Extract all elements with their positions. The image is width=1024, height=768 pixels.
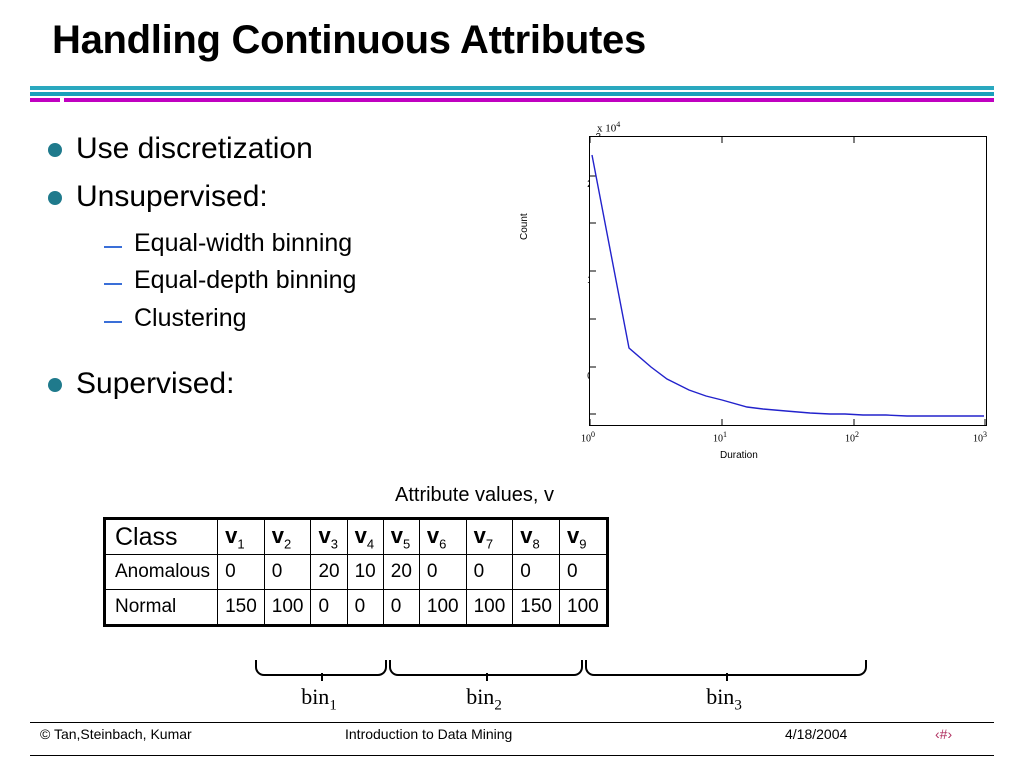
bin-braces <box>103 660 883 720</box>
bullet-item-2 <box>48 365 518 403</box>
chart-series-line <box>592 155 984 416</box>
sub-bullet-list <box>104 227 518 336</box>
cell-anomalous-v3: 20 <box>311 555 347 590</box>
cell-anomalous-v7: 0 <box>466 555 513 590</box>
sub-bullet-text: Equal-depth binning <box>134 266 357 295</box>
table-header-v6: $v_6$ <box>419 519 466 555</box>
cell-anomalous-v4: 10 <box>347 555 383 590</box>
cell-normal-v5: 0 <box>383 590 419 626</box>
bullet-list <box>48 130 518 414</box>
bullet-dot-icon <box>48 191 62 205</box>
table-caption: Attribute values, v <box>395 484 554 506</box>
chart-xtick-1: $10^1$ <box>713 430 727 445</box>
table-header-class: Class <box>105 519 218 555</box>
row-label-normal: Normal <box>105 590 218 626</box>
bullet-dot-icon <box>48 143 62 157</box>
spacer <box>48 339 518 365</box>
dash-icon <box>104 321 122 323</box>
cell-normal-v6: 100 <box>419 590 466 626</box>
bullet-text: Supervised: <box>76 367 235 401</box>
chart-xtick-2: $10^2$ <box>845 430 859 445</box>
table-header-v8: $v_8$ <box>513 519 560 555</box>
cell-anomalous-v5: 20 <box>383 555 419 590</box>
table-row <box>105 590 608 626</box>
cell-normal-v4: 0 <box>347 590 383 626</box>
sub-bullet-item-2 <box>104 302 518 336</box>
table-header-v1: $v_1$ <box>218 519 265 555</box>
bullet-text: Use discretization <box>76 132 313 165</box>
footer-date: 4/18/2004 <box>785 726 848 742</box>
bin-label-3: bin$_3$ <box>706 684 742 714</box>
cell-normal-v8: 150 <box>513 590 560 626</box>
table-header-v7: $v_7$ <box>466 519 513 555</box>
cell-anomalous-v1: 0 <box>218 555 265 590</box>
cell-normal-v2: 100 <box>264 590 311 626</box>
chart-exponent-power: 4 <box>616 120 621 129</box>
cell-normal-v9: 100 <box>560 590 608 626</box>
table-header-v9: $v_9$ <box>560 519 608 555</box>
table-header-row <box>105 519 608 555</box>
table-header-v5: $v_5$ <box>383 519 419 555</box>
attribute-values-table <box>103 517 609 627</box>
chart-svg <box>590 137 986 425</box>
table-header-v4: $v_4$ <box>347 519 383 555</box>
chart-xtick-0: $10^0$ <box>581 430 595 445</box>
brace-bin1 <box>255 660 387 676</box>
brace-bin2 <box>389 660 583 676</box>
footer-page-number: ‹#› <box>935 726 953 742</box>
divider-magenta <box>64 98 994 102</box>
cell-anomalous-v9: 0 <box>560 555 608 590</box>
dash-icon <box>104 283 122 285</box>
sub-bullet-text: Equal-width binning <box>134 228 353 257</box>
footer-course: Introduction to Data Mining <box>345 726 513 742</box>
bullet-item-0 <box>48 130 518 168</box>
title-divider <box>30 86 994 108</box>
sub-bullet-item-1 <box>104 264 518 298</box>
footer-copyright: © Tan,Steinbach, Kumar <box>40 726 192 742</box>
table-header-v2: $v_2$ <box>264 519 311 555</box>
bullet-dot-icon <box>48 378 62 392</box>
cell-anomalous-v2: 0 <box>264 555 311 590</box>
row-label-anomalous: Anomalous <box>105 555 218 590</box>
bin-label-1: bin$_1$ <box>301 684 337 714</box>
cell-anomalous-v6: 0 <box>419 555 466 590</box>
footer-divider-top <box>30 722 994 723</box>
chart-x-axis-label: Duration <box>720 450 758 461</box>
footer-divider-bottom <box>30 755 994 756</box>
bullet-item-1 <box>48 178 518 216</box>
divider-magenta-left <box>30 98 60 102</box>
cell-normal-v3: 0 <box>311 590 347 626</box>
page-title: Handling Continuous Attributes <box>52 18 646 62</box>
bin-label-2: bin$_2$ <box>466 684 502 714</box>
table-header-v3: $v_3$ <box>311 519 347 555</box>
chart-exponent-base: x 10 <box>597 122 617 135</box>
cell-anomalous-v8: 0 <box>513 555 560 590</box>
cell-normal-v7: 100 <box>466 590 513 626</box>
duration-count-chart <box>519 120 1005 475</box>
chart-y-axis-label: Count <box>519 213 530 240</box>
bullet-text: Unsupervised: <box>76 180 268 214</box>
cell-normal-v1: 150 <box>218 590 265 626</box>
chart-plot-area <box>589 136 987 426</box>
brace-bin3 <box>585 660 867 676</box>
chart-xtick-3: $10^3$ <box>973 430 987 445</box>
sub-bullet-item-0 <box>104 227 518 261</box>
table-row <box>105 555 608 590</box>
sub-bullet-text: Clustering <box>134 303 247 332</box>
dash-icon <box>104 246 122 248</box>
